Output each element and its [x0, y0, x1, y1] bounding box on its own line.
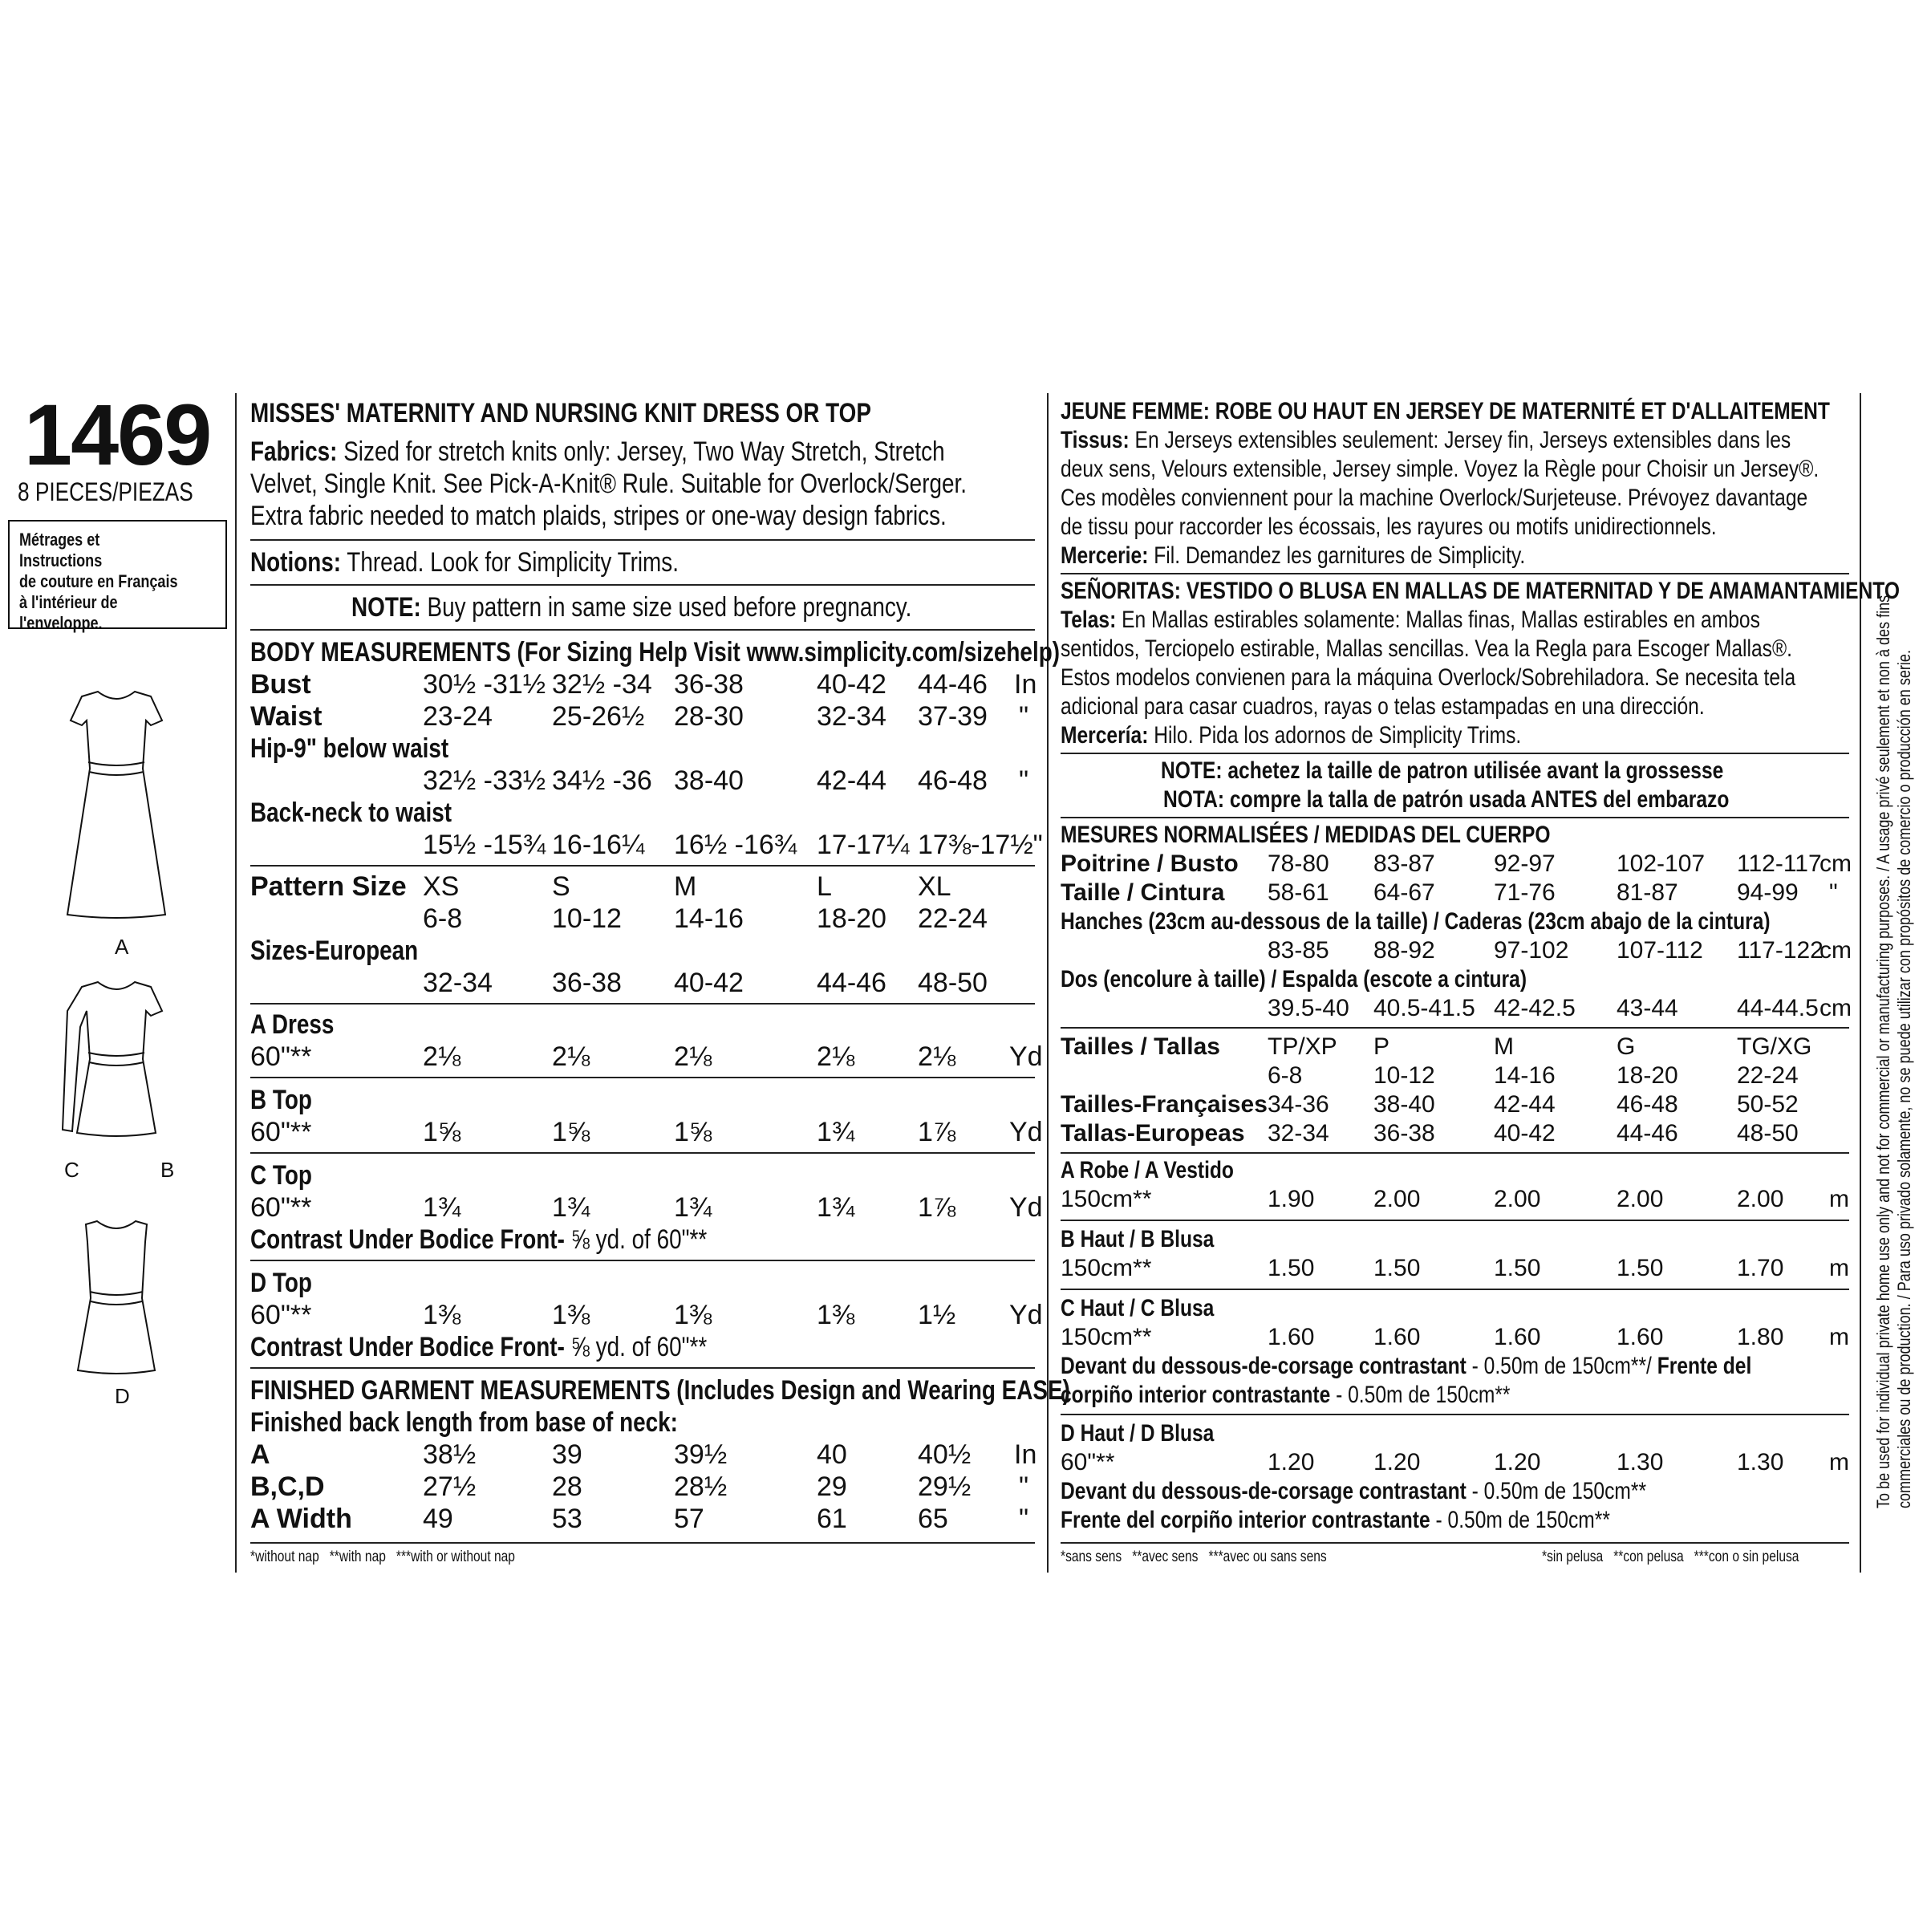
cell: 1.50 — [1494, 1255, 1541, 1281]
cell: 117-122 — [1737, 937, 1823, 964]
c-top-label: C Top — [250, 1160, 312, 1191]
finished-subtitle: Finished back length from base of neck: — [250, 1407, 678, 1438]
cell: 83-85 — [1268, 937, 1329, 964]
usage-notice-line: commerciales ou de production. / Para uso privado solamente, no se puede utilizar con propósitos de comercio o producción en serie. — [1894, 650, 1914, 1508]
cell: 2.00 — [1373, 1186, 1421, 1212]
cell: M — [1494, 1033, 1514, 1060]
cell: 88-92 — [1373, 937, 1435, 964]
cell: 1½ — [918, 1300, 956, 1330]
cell: 48-50 — [1737, 1120, 1799, 1147]
cell: 23-24 — [423, 701, 493, 732]
cell: 58-61 — [1268, 879, 1329, 906]
divider — [250, 1003, 1035, 1005]
finished-a-row — [250, 1439, 1035, 1471]
column-divider — [1860, 393, 1861, 1573]
cell: 2⅛ — [674, 1041, 712, 1072]
c-haut-row — [1061, 1324, 1849, 1353]
cell: 94-99 — [1737, 879, 1799, 906]
cell: 57 — [674, 1504, 704, 1534]
unit: In — [1014, 669, 1037, 700]
d-haut-contrast: Devant du dessous-de-corsage contrastant - 0.50m de 150cm** — [1061, 1478, 1647, 1504]
divider — [250, 584, 1035, 586]
cell: 37-39 — [918, 701, 988, 732]
cell: 28½ — [674, 1471, 728, 1502]
pattern-number: 1469 — [24, 386, 211, 483]
b-haut-row — [1061, 1255, 1849, 1284]
cell: 40.5-41.5 — [1373, 995, 1475, 1021]
waist-row — [250, 701, 1035, 733]
view-a-dress-sketch — [56, 688, 176, 921]
divider — [250, 1152, 1035, 1154]
unit: cm — [1819, 995, 1852, 1021]
cell: 1⅜ — [674, 1300, 712, 1330]
cell: 83-87 — [1373, 850, 1435, 877]
c-top-contrast: Contrast Under Bodice Front- ⅝ yd. of 60"** — [250, 1224, 708, 1255]
tallas-europeas-row — [1061, 1120, 1849, 1149]
dos-label: Dos (encolure à taille) / Espalda (escote a cintura) — [1061, 966, 1527, 992]
cell: 102-107 — [1617, 850, 1706, 877]
hip-label: Hip-9" below waist — [250, 733, 449, 764]
fabrics-line: Extra fabric needed to match plaids, stripes or one-way design fabrics. — [250, 501, 947, 531]
telas-line: Estos modelos convienen para la máquina Overlock/Sobrehiladora. Se necesita tela — [1061, 664, 1796, 691]
bust-row — [250, 669, 1035, 701]
row-label: Tailles-Françaises — [1061, 1091, 1268, 1118]
hanches-row — [1061, 937, 1852, 966]
cell: 1¾ — [817, 1192, 855, 1223]
cell: 18-20 — [817, 903, 886, 934]
cell: 16½ -16¾ — [674, 830, 797, 860]
divider — [250, 539, 1035, 541]
cell: 1.50 — [1268, 1255, 1315, 1281]
view-b-label: B — [160, 1158, 175, 1182]
cell: 10-12 — [552, 903, 622, 934]
divider — [250, 1542, 1035, 1544]
cell: 49 — [423, 1504, 453, 1534]
fabric-width: 60"** — [250, 1300, 312, 1330]
cell: 17-17¼ — [817, 830, 910, 860]
cell: 40-42 — [1494, 1120, 1556, 1147]
cell: 1⅞ — [918, 1192, 956, 1223]
cell: 32-34 — [1268, 1120, 1329, 1147]
cell: 53 — [552, 1504, 582, 1534]
cell: 2⅛ — [817, 1041, 855, 1072]
backneck-label: Back-neck to waist — [250, 798, 452, 828]
divider — [1061, 1289, 1849, 1290]
tissus-line: Tissus: En Jerseys extensibles seulement: Jersey fin, Jerseys extensibles dans les — [1061, 427, 1791, 453]
unit: Yd — [1009, 1117, 1043, 1147]
telas-line: sentidos, Terciopelo estirable, Mallas sencillas. Vea la Regla para Escoger Mallas®. — [1061, 635, 1792, 662]
divider — [250, 1367, 1035, 1369]
cell: 1⅝ — [423, 1117, 461, 1147]
cell: 1¾ — [817, 1117, 855, 1147]
cell: 39.5-40 — [1268, 995, 1349, 1021]
cell: 36-38 — [674, 669, 744, 700]
fabric-width: 60"** — [250, 1041, 312, 1072]
fabrics-line: Fabrics: Sized for stretch knits only: Jersey, Two Way Stretch, Stretch — [250, 436, 945, 467]
d-haut-row — [1061, 1449, 1849, 1478]
unit: m — [1829, 1186, 1849, 1212]
cell: 64-67 — [1373, 879, 1435, 906]
cell: XL — [918, 871, 951, 902]
cell: 40-42 — [817, 669, 886, 700]
a-robe-row — [1061, 1186, 1849, 1215]
cell: 40-42 — [674, 968, 744, 998]
cell: 38-40 — [674, 765, 744, 796]
a-dress-row — [250, 1041, 1043, 1074]
cell: 22-24 — [918, 903, 988, 934]
cell: 42-44 — [1494, 1091, 1556, 1118]
french-box-line: l'enveloppe. — [19, 613, 103, 633]
fabric-width: 60"** — [250, 1192, 312, 1223]
divider — [1061, 753, 1849, 754]
cell: 42-42.5 — [1494, 995, 1576, 1021]
cell: 17⅜-17½" — [918, 830, 1043, 860]
unit: m — [1829, 1255, 1849, 1281]
c-haut-contrast: Devant du dessous-de-corsage contrastant - 0.50m de 150cm**/ Frente del — [1061, 1353, 1752, 1379]
cell: 1¾ — [674, 1192, 712, 1223]
cell: 34½ -36 — [552, 765, 652, 796]
tailles-numbers-row — [1061, 1062, 1849, 1091]
divider — [1061, 817, 1849, 818]
cell: 2.00 — [1737, 1186, 1784, 1212]
cell: 22-24 — [1737, 1062, 1799, 1089]
cell: 78-80 — [1268, 850, 1329, 877]
cell: 28 — [552, 1471, 582, 1502]
cell: 6-8 — [423, 903, 463, 934]
cell: 39 — [552, 1439, 582, 1470]
unit: cm — [1819, 850, 1852, 877]
mesures-title: MESURES NORMALISÉES / MEDIDAS DEL CUERPO — [1061, 822, 1551, 848]
cell: M — [674, 871, 697, 902]
cell: 1.80 — [1737, 1324, 1784, 1350]
cell: 38-40 — [1373, 1091, 1435, 1118]
fabric-width: 60"** — [1061, 1449, 1115, 1475]
cell: 2⅛ — [423, 1041, 461, 1072]
cell: 2.00 — [1494, 1186, 1541, 1212]
unit: Yd — [1009, 1192, 1043, 1223]
divider — [1061, 1027, 1849, 1029]
cell: 2⅛ — [918, 1041, 956, 1072]
pieces-count: 8 PIECES/PIEZAS — [18, 477, 193, 506]
cell: 1.90 — [1268, 1186, 1315, 1212]
cell: L — [817, 871, 832, 902]
d-top-label: D Top — [250, 1268, 312, 1298]
column-divider — [235, 393, 237, 1573]
cell: 14-16 — [674, 903, 744, 934]
unit: In — [1014, 1439, 1037, 1470]
unit: " — [1829, 879, 1838, 906]
cell: S — [552, 871, 570, 902]
cell: 97-102 — [1494, 937, 1569, 964]
hanches-label: Hanches (23cm au-dessous de la taille) / Caderas (23cm abajo de la cintura) — [1061, 908, 1771, 935]
cell: 107-112 — [1617, 937, 1703, 964]
d-top-contrast: Contrast Under Bodice Front- ⅝ yd. of 60"** — [250, 1332, 708, 1362]
cell: 1.20 — [1494, 1449, 1541, 1475]
taille-row — [1061, 879, 1849, 908]
unit: m — [1829, 1324, 1849, 1350]
divider — [1061, 1220, 1849, 1221]
telas-line: Telas: En Mallas estirables solamente: Mallas finas, Mallas estirables en ambos — [1061, 607, 1760, 633]
row-label: B,C,D — [250, 1471, 325, 1502]
cell: 32½ -33½ — [423, 765, 546, 796]
divider — [250, 865, 1035, 867]
view-d-top-sketch — [68, 1218, 164, 1378]
view-c-label: C — [64, 1158, 79, 1182]
fabrics-line: Velvet, Single Knit. See Pick-A-Knit® Rule. Suitable for Overlock/Serger. — [250, 469, 967, 499]
spanish-footnote: *sin pelusa **con pelusa ***con o sin pelusa — [1542, 1548, 1799, 1565]
cell: 46-48 — [1617, 1091, 1678, 1118]
cell: 1⅝ — [674, 1117, 712, 1147]
row-label: A — [250, 1439, 270, 1470]
cell: 112-117 — [1737, 850, 1822, 877]
cell: 50-52 — [1737, 1091, 1799, 1118]
cell: 14-16 — [1494, 1062, 1556, 1089]
d-haut-label: D Haut / D Blusa — [1061, 1420, 1215, 1447]
french-footnote: *sans sens **avec sens ***avec ou sans sens — [1061, 1548, 1327, 1565]
cell: 16-16¼ — [552, 830, 645, 860]
backneck-row — [250, 830, 1043, 862]
divider — [1061, 1152, 1849, 1154]
view-d-label: D — [115, 1384, 130, 1408]
d-top-row — [250, 1300, 1043, 1332]
poitrine-row — [1061, 850, 1852, 879]
french-box-line: de couture en Français — [19, 571, 178, 591]
telas-line: adicional para casar cuadros, rayas o telas estampadas en una dirección. — [1061, 693, 1705, 720]
note-line: NOTE: Buy pattern in same size used before pregnancy. — [351, 592, 912, 623]
row-label: Pattern Size — [250, 871, 407, 902]
notions-line: Notions: Thread. Look for Simplicity Trims. — [250, 547, 679, 578]
divider — [250, 629, 1035, 631]
c-haut-contrast: corpiño interior contrastante - 0.50m de 150cm** — [1061, 1382, 1511, 1408]
fabric-width: 150cm** — [1061, 1186, 1152, 1212]
unit: Yd — [1009, 1041, 1043, 1072]
cell: 40 — [817, 1439, 847, 1470]
cell: 32-34 — [817, 701, 886, 732]
cell: 32½ -34 — [552, 669, 652, 700]
cell: 81-87 — [1617, 879, 1678, 906]
cell: 44-46 — [918, 669, 988, 700]
cell: 42-44 — [817, 765, 886, 796]
cell: G — [1617, 1033, 1636, 1060]
cell: 71-76 — [1494, 879, 1556, 906]
cell: 46-48 — [918, 765, 988, 796]
fabric-width: 60"** — [250, 1117, 312, 1147]
finished-width-row — [250, 1504, 1035, 1536]
a-robe-label: A Robe / A Vestido — [1061, 1157, 1234, 1183]
cell: 28-30 — [674, 701, 744, 732]
cell: 30½ -31½ — [423, 669, 546, 700]
divider — [1061, 573, 1849, 574]
cell: XS — [423, 871, 460, 902]
cell: 1¾ — [423, 1192, 461, 1223]
cell: 1¾ — [552, 1192, 590, 1223]
unit: cm — [1819, 937, 1852, 964]
merceria-line: Mercería: Hilo. Pida los adornos de Simplicity Trims. — [1061, 722, 1522, 749]
hip-row — [250, 765, 1035, 798]
tissus-line: Ces modèles conviennent pour la machine Overlock/Surjeteuse. Prévoyez davantage — [1061, 485, 1808, 511]
cell: 18-20 — [1617, 1062, 1678, 1089]
cell: 38½ — [423, 1439, 477, 1470]
tailles-row — [1061, 1033, 1849, 1062]
cell: 92-97 — [1494, 850, 1556, 877]
cell: 1⅜ — [552, 1300, 590, 1330]
cell: 1⅜ — [423, 1300, 461, 1330]
view-c-b-top-sketch — [56, 979, 176, 1139]
cell: 1.50 — [1617, 1255, 1664, 1281]
cell: 1.30 — [1617, 1449, 1664, 1475]
cell: 43-44 — [1617, 995, 1678, 1021]
cell: 36-38 — [1373, 1120, 1435, 1147]
dos-row — [1061, 995, 1852, 1024]
mercerie-line: Mercerie: Fil. Demandez les garnitures de Simplicity. — [1061, 542, 1526, 569]
english-title: MISSES' MATERNITY AND NURSING KNIT DRESS OR TOP — [250, 398, 871, 428]
cell: 44-46 — [1617, 1120, 1678, 1147]
cell: 65 — [918, 1504, 948, 1534]
cell: 1.60 — [1617, 1324, 1664, 1350]
fabric-width: 150cm** — [1061, 1324, 1152, 1350]
divider — [250, 1260, 1035, 1261]
c-top-row — [250, 1192, 1043, 1224]
body-measurements-title: BODY MEASUREMENTS (For Sizing Help Visit www.simplicity.com/sizehelp) — [250, 637, 1061, 668]
row-label: Bust — [250, 669, 311, 700]
unit: " — [1019, 701, 1029, 732]
cell: 40½ — [918, 1439, 972, 1470]
cell: TP/XP — [1268, 1033, 1337, 1060]
cell: 1⅝ — [552, 1117, 590, 1147]
row-label: Waist — [250, 701, 323, 732]
note-fr: NOTE: achetez la taille de patron utilisée avant la grossesse — [1161, 757, 1724, 784]
unit: " — [1019, 1471, 1029, 1502]
cell: 34-36 — [1268, 1091, 1329, 1118]
row-label: Poitrine / Busto — [1061, 850, 1239, 877]
cell: 1.50 — [1373, 1255, 1421, 1281]
finished-bcd-row — [250, 1471, 1035, 1504]
row-label: Tailles / Tallas — [1061, 1033, 1220, 1060]
cell: 1⅞ — [918, 1117, 956, 1147]
finished-title: FINISHED GARMENT MEASUREMENTS (Includes Design and Wearing EASE) — [250, 1375, 1070, 1406]
b-haut-label: B Haut / B Blusa — [1061, 1226, 1215, 1252]
cell: 61 — [817, 1504, 847, 1534]
note-es: NOTA: compre la talla de patrón usada ANTES del embarazo — [1163, 786, 1730, 813]
tailles-francaises-row — [1061, 1091, 1849, 1120]
cell: 25-26½ — [552, 701, 645, 732]
divider — [250, 1077, 1035, 1078]
divider — [1061, 1414, 1849, 1415]
usage-notice-line: To be used for individual private home use only and not for commercial or manufacturing purposes. / A usage privé seulement et non à des fins — [1873, 595, 1893, 1508]
cell: 27½ — [423, 1471, 477, 1502]
cell: 29 — [817, 1471, 847, 1502]
sizes-european-row — [250, 968, 1035, 1000]
cell: 44-44.5 — [1737, 995, 1819, 1021]
c-haut-label: C Haut / C Blusa — [1061, 1295, 1215, 1321]
view-a-label: A — [115, 935, 129, 959]
cell: 39½ — [674, 1439, 728, 1470]
cell: 1.70 — [1737, 1255, 1784, 1281]
french-box-line: Métrages et Instructions — [19, 530, 103, 570]
french-title: JEUNE FEMME: ROBE OU HAUT EN JERSEY DE MATERNITÉ ET D'ALLAITEMENT — [1061, 398, 1830, 424]
pattern-size-row — [250, 871, 1035, 903]
cell: P — [1373, 1033, 1390, 1060]
cell: 1.20 — [1268, 1449, 1315, 1475]
cell: 6-8 — [1268, 1062, 1303, 1089]
fabric-width: 150cm** — [1061, 1255, 1152, 1281]
row-label: Tallas-Europeas — [1061, 1120, 1245, 1147]
cell: 44-46 — [817, 968, 886, 998]
cell: 1.30 — [1737, 1449, 1784, 1475]
d-haut-contrast: Frente del corpiño interior contrastante - 0.50m de 150cm** — [1061, 1507, 1610, 1533]
french-instructions-box — [8, 520, 227, 633]
cell: 10-12 — [1373, 1062, 1435, 1089]
cell: 29½ — [918, 1471, 972, 1502]
sizes-european-label: Sizes-European — [250, 936, 419, 966]
cell: 1.20 — [1373, 1449, 1421, 1475]
tissus-line: de tissu pour raccorder les écossais, les rayures ou motifs unidirectionnels. — [1061, 513, 1717, 540]
a-dress-label: A Dress — [250, 1009, 335, 1040]
row-label: A Width — [250, 1504, 352, 1534]
cell: 32-34 — [423, 968, 493, 998]
row-label: Taille / Cintura — [1061, 879, 1225, 906]
unit: " — [1019, 765, 1029, 796]
unit: Yd — [1009, 1300, 1043, 1330]
unit: m — [1829, 1449, 1849, 1475]
cell: 48-50 — [918, 968, 988, 998]
cell: 15½ -15¾ — [423, 830, 546, 860]
cell: 1.60 — [1494, 1324, 1541, 1350]
pattern-size-numbers-row — [250, 903, 1035, 936]
divider — [1061, 1542, 1849, 1544]
b-top-label: B Top — [250, 1085, 312, 1115]
cell: 1⅜ — [817, 1300, 855, 1330]
cell: 1.60 — [1373, 1324, 1421, 1350]
unit: " — [1019, 1504, 1029, 1534]
english-footnote: *without nap **with nap ***with or without nap — [250, 1548, 515, 1565]
b-top-row — [250, 1117, 1043, 1149]
cell: 36-38 — [552, 968, 622, 998]
french-box-line: à l'intérieur de — [19, 592, 118, 612]
cell: 2⅛ — [552, 1041, 590, 1072]
usage-notice — [1873, 321, 1915, 1508]
spanish-title: SEÑORITAS: VESTIDO O BLUSA EN MALLAS DE MATERNITAD Y DE AMAMANTAMIENTO — [1061, 578, 1900, 604]
cell: 2.00 — [1617, 1186, 1664, 1212]
tissus-line: deux sens, Velours extensible, Jersey simple. Voyez la Règle pour Choisir un Jersey®. — [1061, 456, 1819, 482]
cell: TG/XG — [1737, 1033, 1812, 1060]
cell: 1.60 — [1268, 1324, 1315, 1350]
